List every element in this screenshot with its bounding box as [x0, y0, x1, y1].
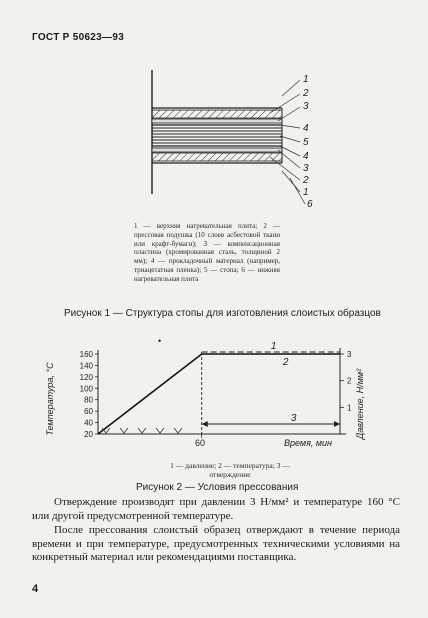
figure-2-pressing-chart: [40, 334, 380, 464]
y-left-tick-label: 20: [84, 430, 93, 439]
series-temperature-line: [98, 354, 340, 434]
baseline-marker: [174, 428, 182, 433]
curve-label-3: 3: [290, 413, 297, 424]
baseline-marker: [138, 428, 146, 433]
curve-label-1: 1: [270, 341, 277, 352]
y-right-tick-label: 2: [347, 376, 352, 386]
figure-1-stack-diagram: [140, 66, 330, 216]
y-right-tick-label: 1: [347, 403, 352, 413]
figure-1-caption: Рисунок 1 — Структура стопы для изготовления слоистых образцов: [64, 308, 381, 319]
callout-2-top: 2: [303, 88, 309, 99]
curing-arrow-right: [334, 421, 340, 427]
y-left-tick-label: 100: [79, 384, 93, 394]
x-axis-label: Время, мин: [283, 438, 333, 448]
callout-3-top: 3: [303, 101, 309, 112]
figure-2-caption: Рисунок 2 — Условия прессования: [136, 482, 299, 493]
y-left-tick-label: 40: [84, 418, 93, 428]
callout-5: 5: [303, 137, 309, 148]
x-tick-60: 60: [194, 438, 206, 448]
curing-arrow-left: [202, 421, 208, 427]
body-paragraph-1: Отверждение производят при давлении 3 Н/мм² и температуре 160 °С или другой предусмотренной температуре.: [32, 496, 400, 522]
figure-2-legend: 1 — давление; 2 — температура; 3 — отверждение: [170, 461, 290, 479]
callout-4-top: 4: [303, 123, 309, 134]
callout-3-bottom: 3: [303, 163, 309, 174]
baseline-marker: [120, 428, 128, 433]
lower-compensation-plate: [152, 148, 282, 152]
y-axis-left-label: Температура, °С: [45, 362, 55, 436]
callout-1-bottom: 1: [303, 187, 309, 198]
callout-4-bottom: 4: [303, 151, 309, 162]
lower-press-pad: [152, 153, 282, 161]
upper-press-pad: [152, 110, 282, 118]
upper-compensation-plate: [152, 119, 282, 123]
asterisk-mark: •: [158, 336, 162, 346]
laminate-stack: [152, 128, 282, 143]
callout-6: 6: [307, 199, 313, 210]
y-left-tick-label: 160: [79, 350, 93, 359]
callout-leaders: [270, 80, 305, 204]
page-number: 4: [32, 583, 39, 595]
y-left-tick-label: 60: [84, 407, 93, 417]
y-left-tick-label: 140: [79, 361, 93, 371]
figure-1-legend: 1 — верхняя нагревательная плита; 2 — прессовая подушка (10 слоев асбестовой ткани или крафт-бумаги); 3 — компенсационная пластина (хромированная сталь, толщиной 2 мм); 4 — прокладочный материал (например, триацетатная пленка); 5 — стопа; 6 — нижняя нагревательная плита: [134, 222, 280, 283]
callout-1-top: 1: [303, 74, 309, 85]
page-header: ГОСТ Р 50623—93: [32, 32, 125, 43]
callout-2-bottom: 2: [303, 175, 309, 186]
y-right-tick-label: 3: [347, 350, 352, 359]
y-axis-right-label: Давление, Н/мм²: [355, 368, 365, 440]
curve-label-2: 2: [282, 357, 289, 368]
y-left-tick-label: 120: [79, 372, 93, 382]
baseline-marker: [156, 428, 164, 433]
y-left-tick-label: 80: [84, 395, 93, 405]
body-paragraph-2: После прессования слоистый образец отверждают в течение периода времени и при температуре, предусмотренных техническими условиями на конкретный материал или рекомендациями поставщика.: [32, 524, 400, 563]
